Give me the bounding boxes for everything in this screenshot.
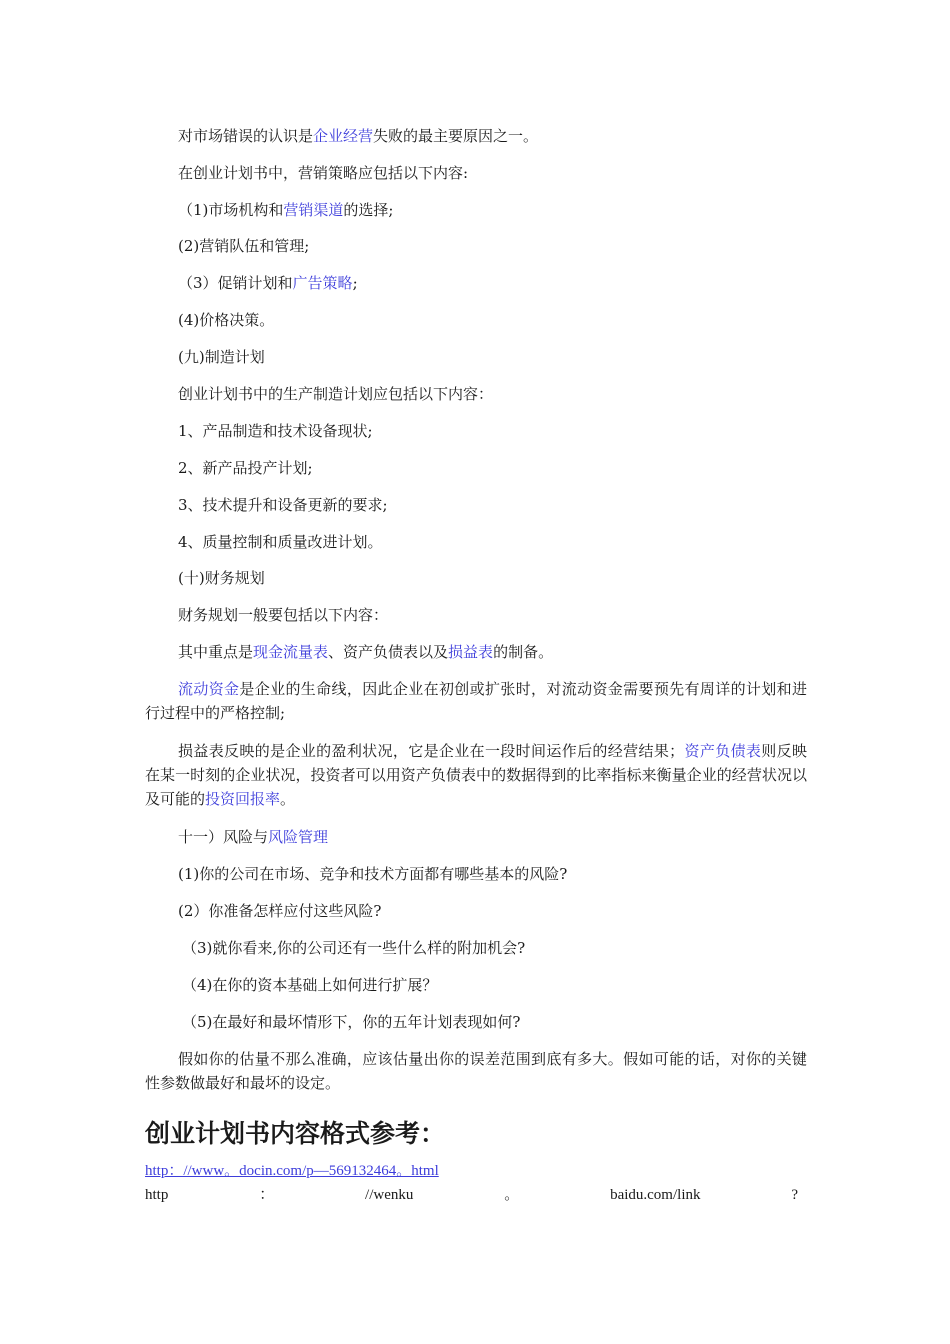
list-item-marketing-1 — [145, 200, 840, 221]
text: 十一）风险与 — [178, 828, 269, 846]
paragraph-market-error — [145, 126, 807, 147]
section-heading-finance: (十)财务规划 — [178, 569, 265, 587]
list-item-risk-5: （5)在最好和最坏情形下，你的五年计划表现如何? — [182, 1013, 521, 1031]
paragraph-marketing-intro: 在创业计划书中，营销策略应包括以下内容: — [178, 164, 469, 182]
paragraph-estimate-error: 假如你的估量不那么准确，应该估量出你的误差范围到底有多大。假如可能的话，对你的关键性参数做最好和最坏的设定。 — [145, 1050, 807, 1092]
text: 损益表反映的是企业的盈利状况，它是企业在一段时间运作后的经营结果； — [178, 742, 685, 760]
list-item-risk-3: （3)就你看来,你的公司还有一些什么样的附加机会? — [182, 939, 526, 957]
link-balance-sheet[interactable]: 资产负债表 — [684, 742, 762, 760]
list-item-manufacturing-4: 4、质量控制和质量改进计划。 — [178, 533, 383, 551]
list-item-manufacturing-1: 1、产品制造和技术设备现状; — [178, 422, 373, 440]
paragraph-working-capital — [145, 677, 807, 725]
text: 是企业的生命线，因此企业在初创或扩张时，对流动资金需要预先有周详的计划和进行过程中的严格控制; — [145, 680, 807, 722]
url-part: 。 — [504, 1187, 520, 1203]
link-risk-management[interactable]: 风险管理 — [268, 828, 329, 846]
link-marketing-channel[interactable]: 营销渠道 — [283, 201, 344, 219]
paragraph-finance-focus — [145, 642, 807, 663]
link-advertising-strategy[interactable]: 广告策略 — [292, 274, 353, 292]
text: （3）促销计划和 — [178, 274, 293, 292]
text: 对市场错误的认识是 — [178, 127, 314, 145]
text: 失败的最主要原因之一。 — [373, 127, 539, 145]
link-cash-flow-statement[interactable]: 现金流量表 — [253, 643, 329, 661]
paragraph-finance-intro: 财务规划一般要包括以下内容： — [178, 606, 389, 624]
format-reference-heading: 创业计划书内容格式参考： — [145, 1119, 446, 1148]
list-item-marketing-3 — [145, 273, 840, 294]
docin-link[interactable]: http：//www。docin.com/p—569132464。html — [145, 1163, 439, 1179]
text: 则反映在某一时刻的企业状况，投资者可以用资产负债表中的数据得到的比率指标来衡量企业的经营状况以及可能的 — [145, 742, 807, 808]
link-return-on-investment[interactable]: 投资回报率 — [205, 790, 281, 808]
text: ; — [352, 274, 358, 292]
link-working-capital[interactable]: 流动资金 — [178, 680, 240, 698]
text: 、资产负债表以及 — [328, 643, 449, 661]
link-enterprise-management[interactable]: 企业经营 — [313, 127, 374, 145]
text: （1)市场机构和 — [178, 201, 284, 219]
section-heading-risk — [145, 827, 807, 848]
paragraph-income-balance — [145, 739, 807, 811]
list-item-marketing-4: (4)价格决策。 — [178, 311, 275, 329]
text: 。 — [280, 790, 296, 808]
list-item-risk-4: （4)在你的资本基础上如何进行扩展？ — [182, 976, 438, 994]
url-part: http — [145, 1187, 169, 1203]
list-item-marketing-2: (2)营销队伍和管理; — [178, 237, 310, 255]
list-item-manufacturing-3: 3、技术提升和设备更新的要求; — [178, 496, 388, 514]
paragraph-manufacturing-intro: 创业计划书中的生产制造计划应包括以下内容： — [178, 385, 494, 403]
url-part: ? — [791, 1187, 798, 1203]
url-part: ： — [259, 1187, 275, 1203]
url-part: //wenku — [365, 1187, 414, 1203]
text: 的选择; — [343, 201, 394, 219]
wenku-url-line — [145, 1185, 798, 1205]
text: 的制备。 — [493, 643, 554, 661]
text: 其中重点是 — [178, 643, 254, 661]
section-heading-manufacturing: (九)制造计划 — [178, 348, 265, 366]
list-item-manufacturing-2: 2、新产品投产计划; — [178, 459, 313, 477]
list-item-risk-2: (2）你准备怎样应付这些风险? — [178, 902, 382, 920]
url-part: baidu.com/link — [610, 1187, 701, 1203]
link-income-statement[interactable]: 损益表 — [448, 643, 494, 661]
list-item-risk-1: (1)你的公司在市场、竞争和技术方面都有哪些基本的风险? — [178, 865, 568, 883]
